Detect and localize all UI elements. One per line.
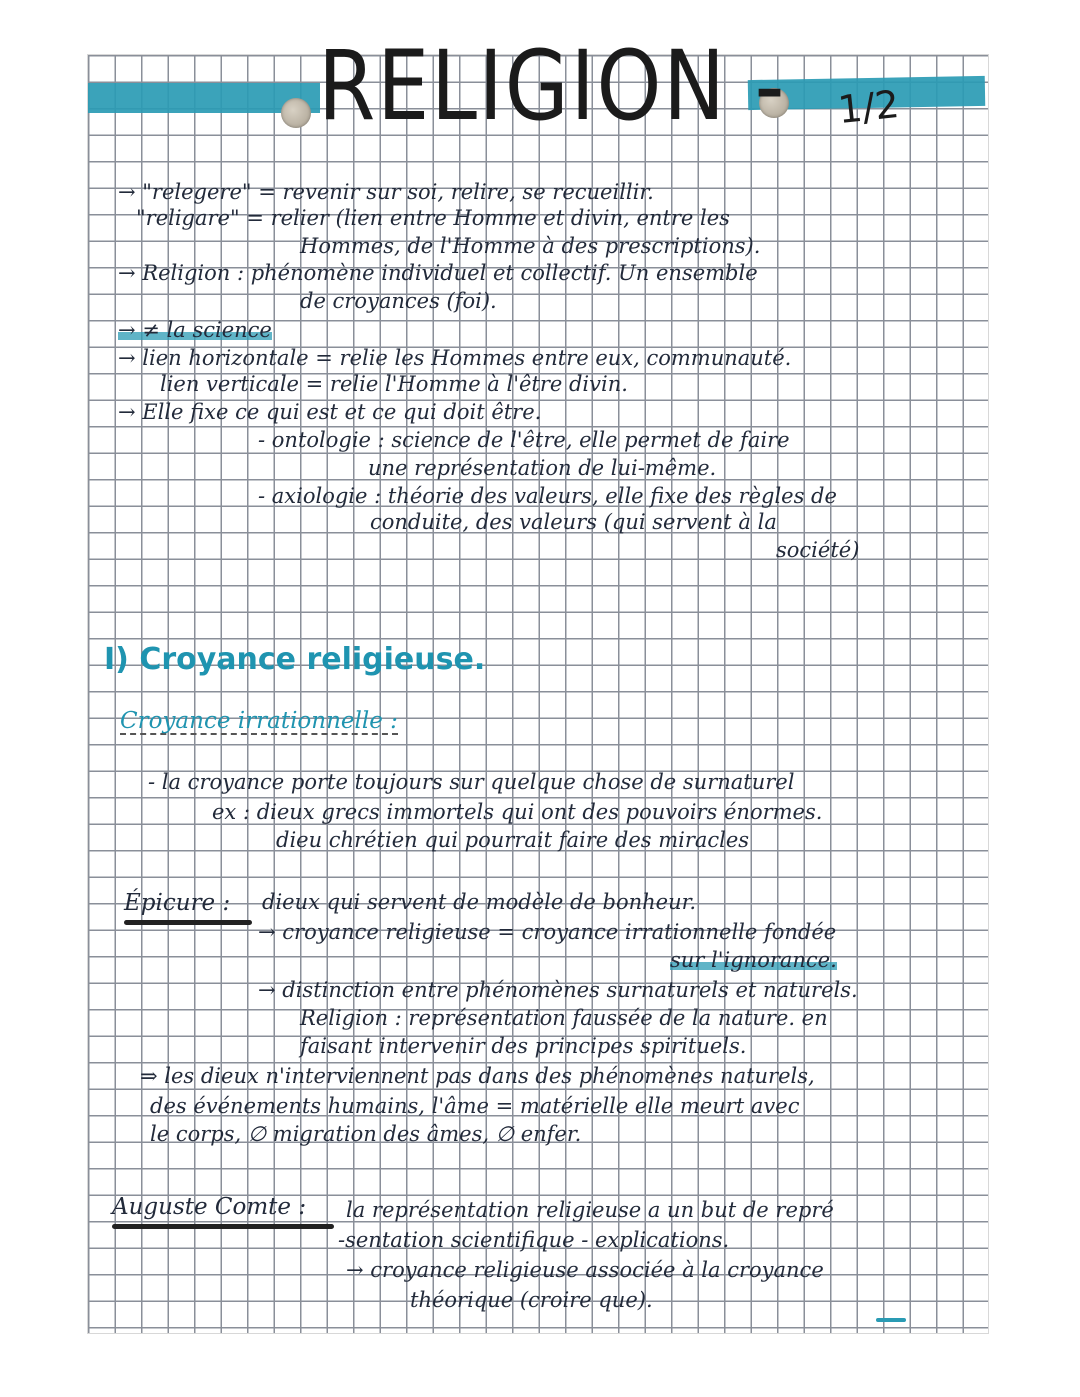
intro-line-8: lien verticale = relie l'Homme à l'être divin. — [160, 372, 628, 396]
epicure-line-3-text: sur l'ignorance. — [670, 948, 837, 972]
intro-line-13: conduite, des valeurs (qui servent à la — [370, 510, 777, 534]
intro-line-3: Hommes, de l'Homme à des prescriptions). — [300, 234, 761, 258]
intro-line-6 — [118, 320, 272, 341]
comte-line-2: -sentation scientifique - explications. — [338, 1228, 730, 1252]
intro-line-6-text: → ≠ la science — [118, 318, 272, 342]
section-heading: I) Croyance religieuse. — [104, 642, 486, 677]
comte-line-3: → croyance religieuse associée à la croyance — [346, 1258, 824, 1282]
epicure-underline — [124, 920, 252, 925]
intro-line-12: - axiologie : théorie des valeurs, elle fixe des règles de — [258, 484, 837, 508]
comte-label: Auguste Comte : — [112, 1194, 307, 1220]
intro-line-11: une représentation de lui-même. — [368, 456, 717, 480]
intro-line-4: → Religion : phénomène individuel et collectif. Un ensemble — [118, 261, 758, 285]
belief-line-3: dieu chrétien qui pourrait faire des miracles — [276, 828, 750, 852]
epicure-line-9: le corps, ∅ migration des âmes, ∅ enfer. — [150, 1122, 582, 1146]
comte-underline — [112, 1224, 334, 1229]
intro-line-2: "religare" = relier (lien entre Homme et divin, entre les — [136, 206, 730, 230]
epicure-line-1: dieux qui servent de modèle de bonheur. — [262, 890, 696, 914]
belief-line-2: ex : dieux grecs immortels qui ont des pouvoirs énormes. — [212, 800, 823, 824]
comte-line-1: la représentation religieuse a un but de repré — [346, 1198, 834, 1222]
epicure-line-2: → croyance religieuse = croyance irrationnelle fondée — [258, 920, 837, 944]
belief-line-1: - la croyance porte toujours sur quelque chose de surnaturel — [148, 770, 795, 794]
section-subheading: Croyance irrationnelle : — [120, 708, 398, 734]
epicure-line-6: faisant intervenir des principes spirituels. — [300, 1034, 747, 1058]
page-title: RELIGION - — [318, 30, 787, 142]
epicure-line-8: des événements humains, l'âme = matérielle elle meurt avec — [150, 1094, 800, 1118]
highlight-mark — [876, 1318, 906, 1322]
punch-hole-left — [281, 98, 311, 128]
epicure-line-4: → distinction entre phénomènes surnaturels et naturels. — [258, 978, 858, 1002]
intro-line-7: → lien horizontale = relie les Hommes entre eux, communauté. — [118, 346, 792, 370]
intro-line-5: de croyances (foi). — [300, 289, 497, 313]
intro-line-1: → "relegere" = revenir sur soi, relire, se recueillir. — [118, 180, 654, 204]
comte-line-4: théorique (croire que). — [410, 1288, 653, 1312]
page-number: 1/2 — [835, 81, 902, 133]
intro-line-10: - ontologie : science de l'être, elle permet de faire — [258, 428, 790, 452]
intro-line-9: → Elle fixe ce qui est et ce qui doit être. — [118, 400, 542, 424]
epicure-label: Épicure : — [124, 890, 231, 916]
intro-line-14: société) — [776, 538, 860, 562]
epicure-line-7: ⇒ les dieux n'interviennent pas dans des phénomènes naturels, — [140, 1064, 815, 1088]
epicure-line-5: Religion : représentation faussée de la nature. en — [300, 1006, 828, 1030]
epicure-line-3 — [670, 950, 837, 971]
